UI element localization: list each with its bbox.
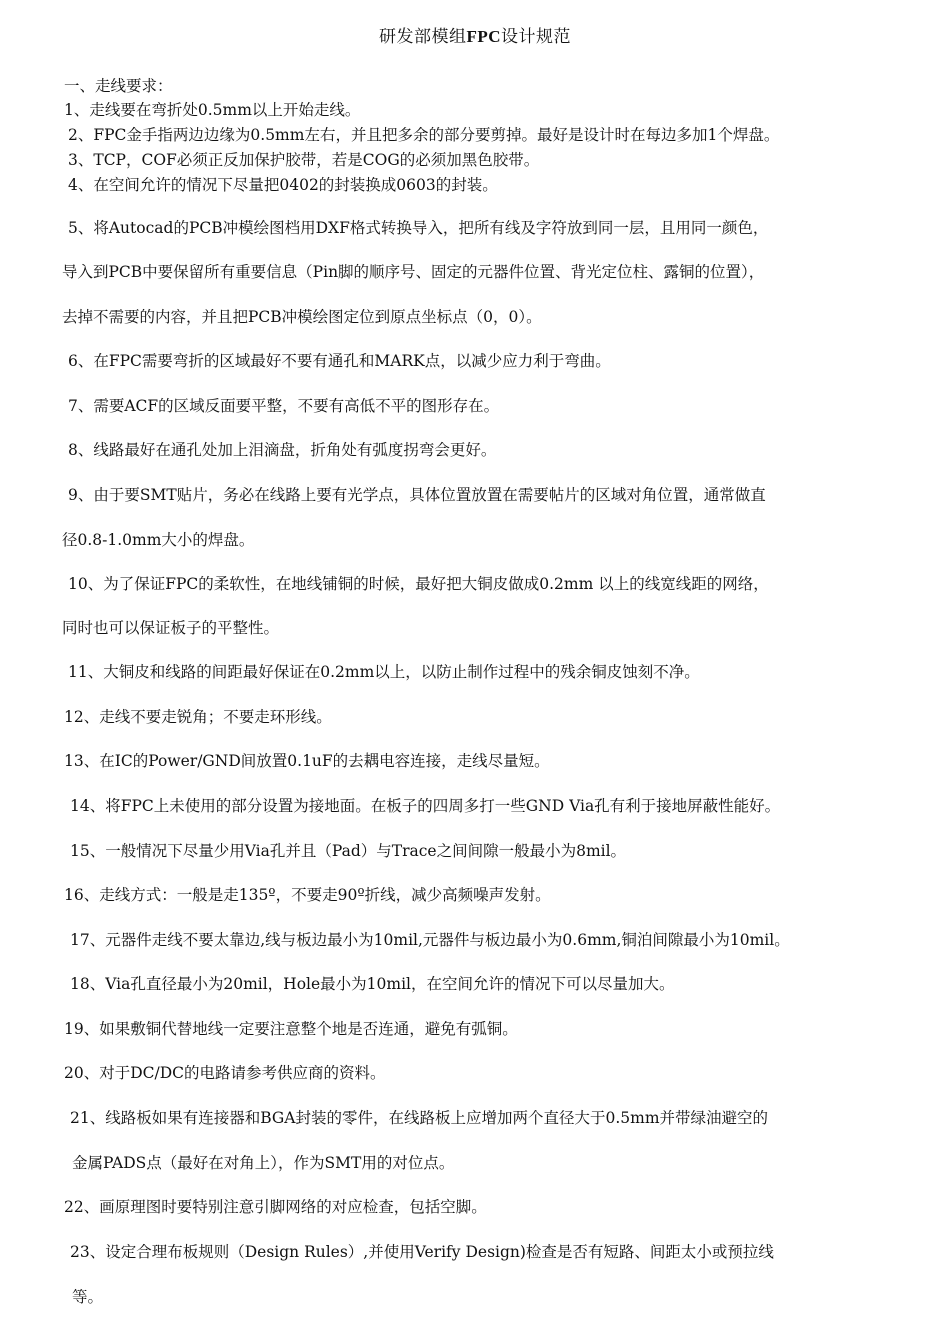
rule-line: 等。 bbox=[72, 1288, 104, 1306]
rule-line: 去掉不需要的内容，并且把PCB冲模绘图定位到原点坐标点（0，0）。 bbox=[62, 308, 542, 326]
rule-line: 金属PADS点（最好在对角上），作为SMT用的对位点。 bbox=[72, 1154, 455, 1172]
title-bold: FPC bbox=[466, 27, 502, 46]
rule-line: 5、将Autocad的PCB冲模绘图档用DXF格式转换导入，把所有线及字符放到同一层，且用同一颜色， bbox=[68, 219, 769, 237]
title-suffix: 设计规范 bbox=[501, 27, 572, 47]
rule-line: 10、为了保证FPC的柔软性，在地线铺铜的时候，最好把大铜皮做成0.2mm 以上的线宽线距的网络， bbox=[68, 575, 769, 593]
section-heading: 一、走线要求： bbox=[64, 77, 173, 95]
rule-line: 7、需要ACF的区域反面要平整，不要有高低不平的图形存在。 bbox=[68, 397, 500, 415]
title-prefix: 研发部模组 bbox=[378, 27, 467, 47]
rule-line: 径0.8-1.0mm大小的焊盘。 bbox=[62, 531, 255, 549]
rule-line: 17、元器件走线不要太靠边,线与板边最小为10mil,元器件与板边最小为0.6mm,铜泊间隙最小为10mil。 bbox=[70, 931, 790, 949]
rule-line: 20、对于DC/DC的电路请参考供应商的资料。 bbox=[64, 1064, 386, 1082]
rule-line: 13、在IC的Power/GND间放置0.1uF的去耦电容连接，走线尽量短。 bbox=[64, 752, 550, 770]
rule-line: 15、一般情况下尽量少用Via孔并且（Pad）与Trace之间间隙一般最小为8mil。 bbox=[70, 842, 627, 860]
rule-line: 22、画原理图时要特别注意引脚网络的对应检查，包括空脚。 bbox=[64, 1198, 487, 1216]
rule-line: 4、在空间允许的情况下尽量把0402的封装换成0603的封装。 bbox=[68, 176, 498, 194]
rule-line: 16、走线方式：一般是走135º，不要走90º折线，减少高频噪声发射。 bbox=[64, 886, 551, 904]
rule-line: 8、线路最好在通孔处加上泪滴盘，折角处有弧度拐弯会更好。 bbox=[68, 441, 497, 459]
rule-line: 14、将FPC上未使用的部分设置为接地面。在板子的四周多打一些GND Via孔有利于接地屏蔽性能好。 bbox=[70, 797, 781, 815]
rule-line: 2、FPC金手指两边边缘为0.5mm左右，并且把多余的部分要剪掉。最好是设计时在每边多加1个焊盘。 bbox=[68, 126, 780, 144]
rule-line: 23、设定合理布板规则（Design Rules）,并使用Verify Design)检查是否有短路、间距太小或预拉线 bbox=[70, 1243, 774, 1261]
rule-line: 导入到PCB中要保留所有重要信息（Pin脚的顺序号、固定的元器件位置、背光定位柱、露铜的位置）， bbox=[62, 263, 765, 281]
rule-line: 18、Via孔直径最小为20mil，Hole最小为10mil，在空间允许的情况下可以尽量加大。 bbox=[70, 975, 675, 993]
rule-line: 19、如果敷铜代替地线一定要注意整个地是否连通，避免有弧铜。 bbox=[64, 1020, 518, 1038]
rule-line: 21、线路板如果有连接器和BGA封装的零件，在线路板上应增加两个直径大于0.5mm并带绿油避空的 bbox=[70, 1109, 769, 1127]
rule-line: 同时也可以保证板子的平整性。 bbox=[62, 619, 280, 637]
page-title bbox=[0, 22, 950, 47]
rule-line: 9、由于要SMT贴片，务必在线路上要有光学点，具体位置放置在需要帖片的区域对角位置，通常做直 bbox=[68, 486, 766, 504]
rule-line: 11、大铜皮和线路的间距最好保证在0.2mm以上，以防止制作过程中的残余铜皮蚀刻不净。 bbox=[68, 663, 700, 681]
rule-line: 1、走线要在弯折处0.5mm以上开始走线。 bbox=[64, 101, 361, 119]
rule-line: 12、走线不要走锐角；不要走环形线。 bbox=[64, 708, 332, 726]
rule-line: 6、在FPC需要弯折的区域最好不要有通孔和MARK点，以减少应力利于弯曲。 bbox=[68, 352, 611, 370]
rule-line: 3、TCP，COF必须正反加保护胶带，若是COG的必须加黑色胶带。 bbox=[68, 151, 540, 169]
